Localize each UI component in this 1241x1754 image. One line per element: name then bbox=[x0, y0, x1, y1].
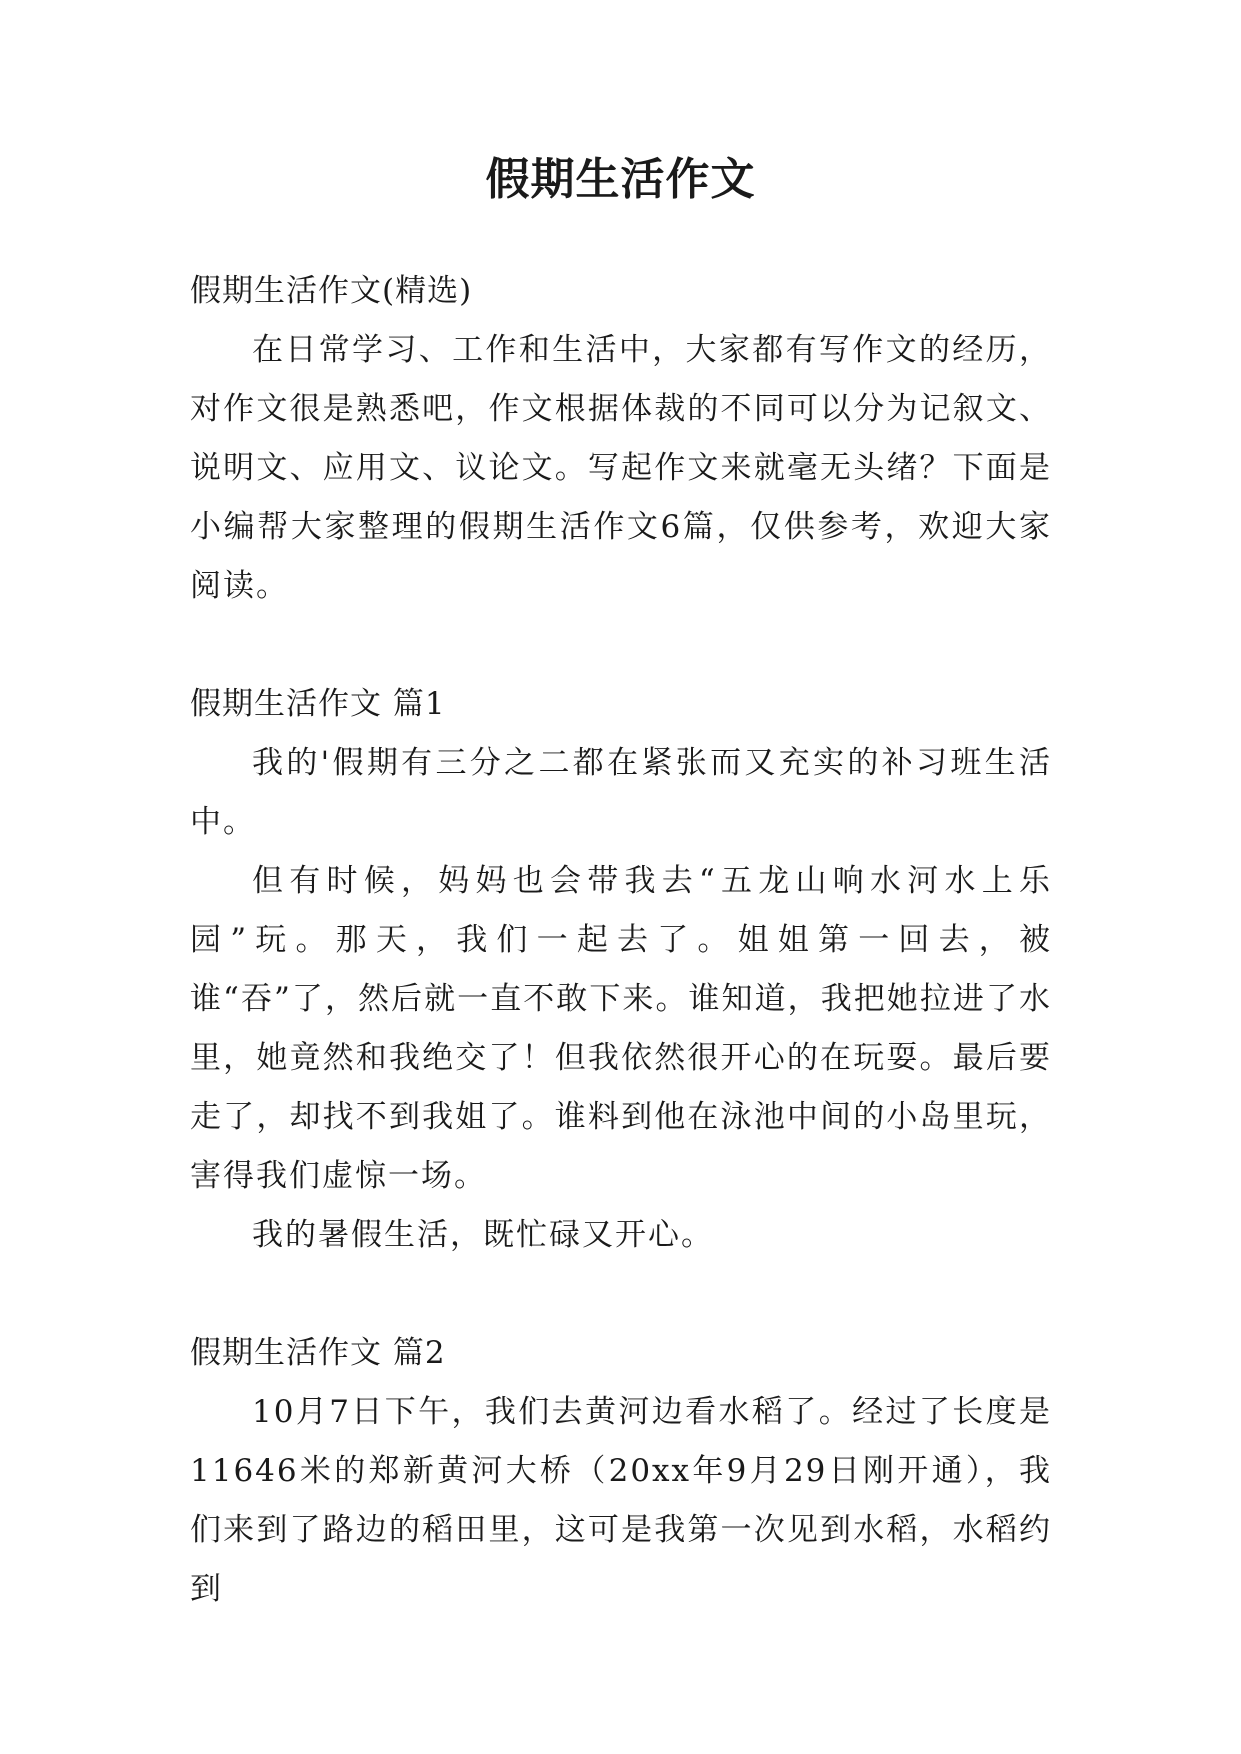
section-heading: 假期生活作文 篇2 bbox=[190, 1335, 446, 1371]
section-gap bbox=[190, 1265, 1052, 1324]
section-paragraph: 10月7日下午，我们去黄河边看水稻了。经过了长度是11646米的郑新黄河大桥（20xx年9月29日刚开通），我们来到了路边的稻田里，这可是我第一次见到水稻，水稻约到 bbox=[190, 1394, 1052, 1607]
section-paragraph: 但有时候，妈妈也会带我去“五龙山响水河水上乐园”玩。那天，我们一起去了。姐姐第一回去，被谁“吞”了，然后就一直不敢下来。谁知道，我把她拉进了水里，她竟然和我绝交了！但我依然很开心的在玩耍。最后要走了，却找不到我姐了。谁料到他在泳池中间的小岛里玩，害得我们虚惊一场。 bbox=[190, 863, 1052, 1194]
intro-paragraph: 在日常学习、工作和生活中，大家都有写作文的经历，对作文很是熟悉吧，作文根据体裁的不同可以分为记叙文、说明文、应用文、议论文。写起作文来就毫无头绪？下面是小编帮大家整理的假期生活作文6篇，仅供参考，欢迎大家阅读。 bbox=[190, 332, 1052, 604]
section-heading: 假期生活作文 篇1 bbox=[190, 686, 446, 722]
section-paragraph: 我的暑假生活，既忙碌又开心。 bbox=[252, 1217, 714, 1253]
document-subtitle: 假期生活作文(精选) bbox=[190, 273, 473, 309]
section-gap bbox=[190, 616, 1052, 675]
document-body bbox=[190, 262, 1052, 1619]
document-title: 假期生活作文 bbox=[485, 154, 756, 205]
section-paragraph: 我的'假期有三分之二都在紧张而又充实的补习班生活中。 bbox=[190, 745, 1052, 840]
